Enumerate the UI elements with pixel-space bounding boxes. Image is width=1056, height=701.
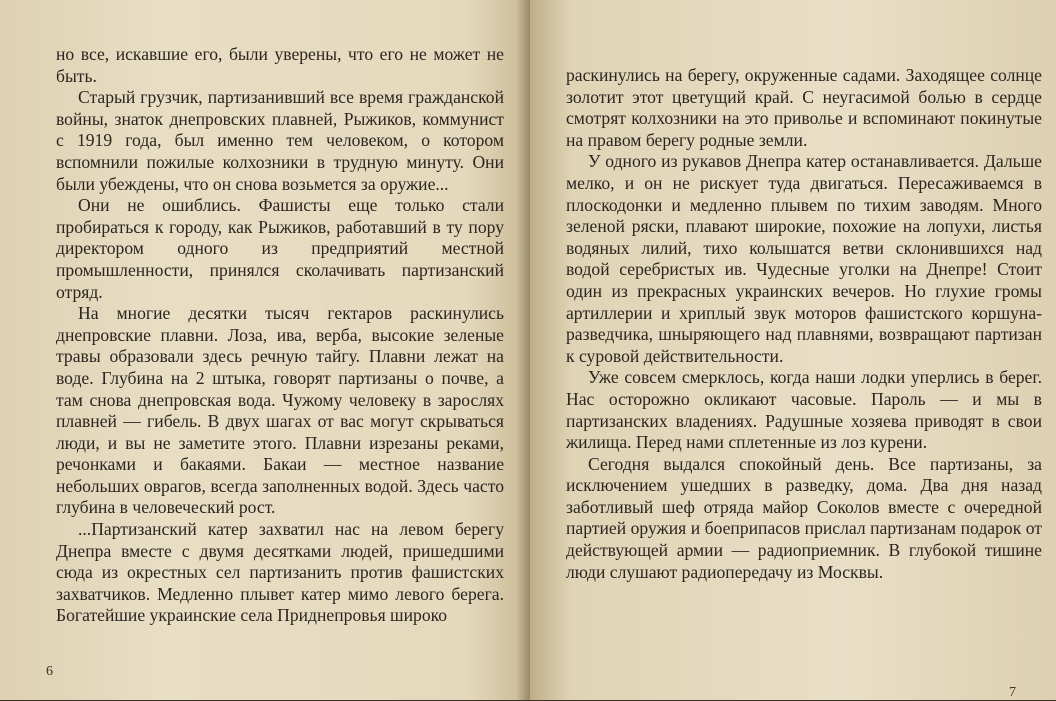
left-paragraph-5: ...Партизанский катер захватил нас на левом берегу Днепра вместе с двумя десятками людей, пришедшими сюда из окрестных сел партизанить против фашистских захватчиков. Медленно плывет катер мимо левого берега. Богатейшие украинские села Приднепровья широко: [56, 519, 504, 626]
left-page-number: 6: [46, 664, 53, 679]
right-page: [530, 0, 1056, 700]
right-paragraph-1: раскинулись на берегу, окруженные садами. Заходящее солнце золотит этот цветущий край. С неугасимой болью в сердце смотрят колхозники на это приволье и вспоминают покинутые на правом берегу родные земли.: [566, 65, 1042, 150]
left-paragraph-2: Старый грузчик, партизанивший все время гражданской войны, знаток днепровских плавней, Рыжиков, коммунист с 1919 года, был именно тем человеком, о котором вспомнили пожилые колхозники в трудную минуту. Они были убеждены, что он снова возьмется за оружие...: [56, 87, 504, 194]
right-page-number: 7: [1009, 685, 1016, 700]
left-paragraph-3: Они не ошиблись. Фашисты еще только стали пробираться к городу, как Рыжиков, работавший в ту пору директором одного из предприятий местной промышленности, принялся сколачивать партизанский отряд.: [56, 195, 504, 302]
right-paragraph-2: У одного из рукавов Днепра катер останавливается. Дальше мелко, и он не рискует туда двигаться. Пересаживаемся в плоскодонки и медленно плывем по тихим заводям. Много зеленой ряски, плавают широкие, похожие на лопухи, листья водяных лилий, тихо колышатся ветви склонившихся над водой серебристых ив. Чудесные уголки на Днепре! Стоит один из прекрасных украинских вечеров. Но глухие громы артиллерии и хриплый звук моторов фашистского коршуна-разведчика, шныряющего над плавнями, возвращают партизан к суровой действительности.: [566, 151, 1042, 366]
left-paragraph-1: но все, искавшие его, были уверены, что его не может не быть.: [56, 44, 504, 86]
left-paragraph-4: На многие десятки тысяч гектаров раскинулись днепровские плавни. Лоза, ива, верба, высокие зеленые травы образовали здесь речную тайгу. Плавни лежат на воде. Глубина на 2 штыка, говорят партизаны о почве, а там снова днепровская вода. Чужому человеку в зарослях плавней — гибель. В двух шагах от вас могут скрываться люди, и вы не заметите этого. Плавни изрезаны реками, речонками и бакаями. Бакаи — местное название небольших оврагов, всегда заполненных водой. Здесь часто глубина в человеческий рост.: [56, 303, 504, 518]
right-paragraph-4: Сегодня выдался спокойный день. Все партизаны, за исключением ушедших в разведку, дома. Два дня назад заботливый шеф отряда майор Соколов вместе с очередной партией оружия и боеприпасов прислал партизанам подарок от действующей армии — радиоприемник. В глубокой тишине люди слушают радиопередачу из Москвы.: [566, 453, 1042, 582]
right-paragraph-3: Уже совсем смерклось, когда наши лодки уперлись в берег. Нас осторожно окликают часовые. Пароль — и мы в партизанских владениях. Радушные хозяева приводят в свои жилища. Перед нами сплетенные из лоз курени.: [566, 367, 1042, 453]
